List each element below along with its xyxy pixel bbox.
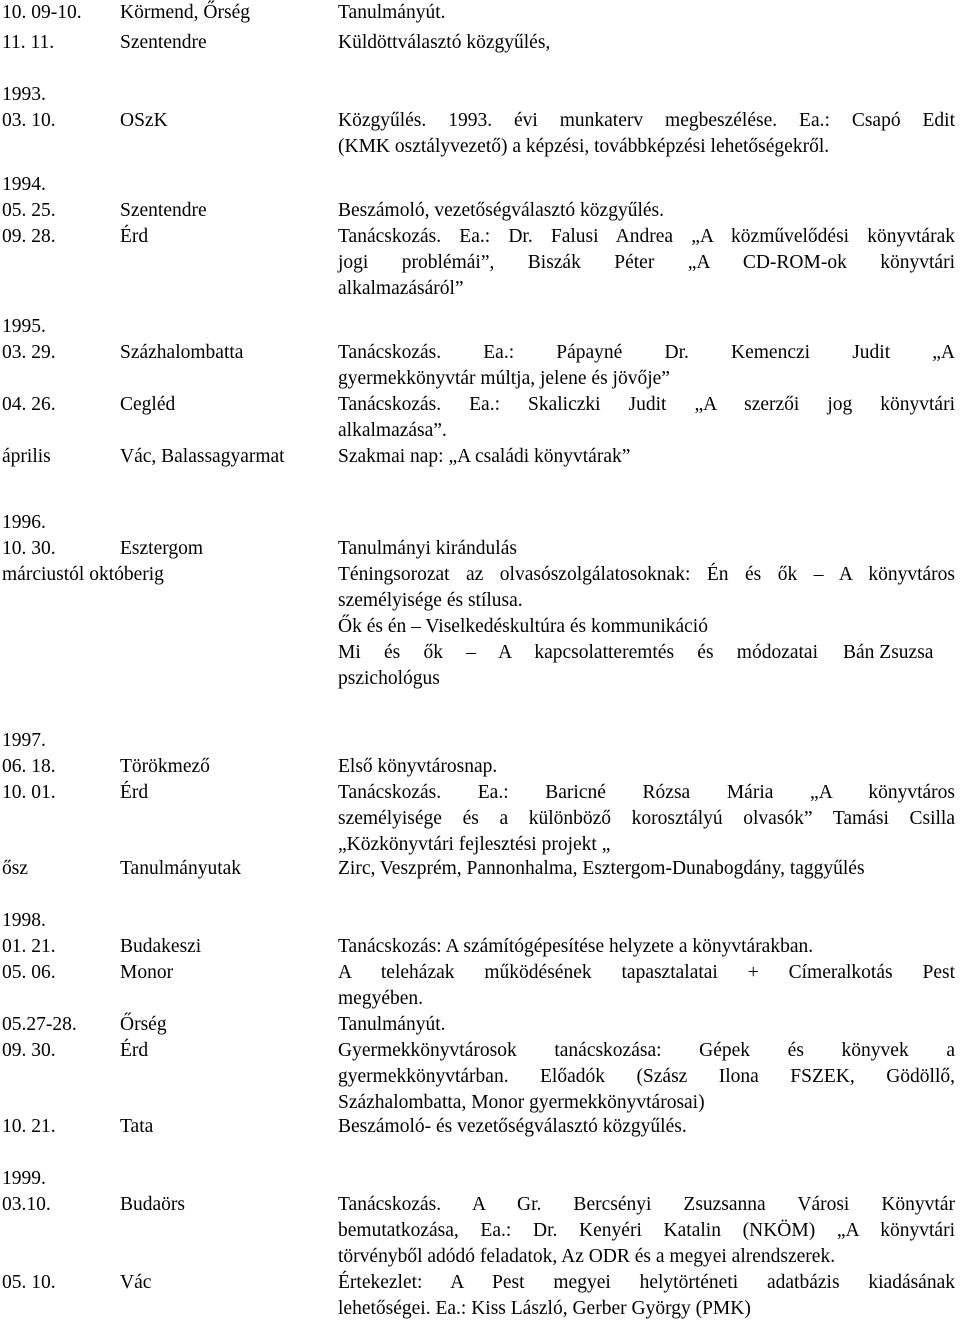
event-description: Szakmai nap: „A családi könyvtárak” xyxy=(338,446,631,467)
event-description: Tanulmányút. xyxy=(338,1014,446,1035)
event-date: ősz xyxy=(2,858,28,879)
event-place: OSzK xyxy=(120,110,168,131)
event-date: 10. 30. xyxy=(2,538,56,559)
event-description: gyermekkönyvtár múltja, jelene és jövője” xyxy=(338,368,670,389)
event-date: 03. 10. xyxy=(2,110,56,131)
event-date: 05. 25. xyxy=(2,200,56,221)
event-description: Beszámoló, vezetőségválasztó közgyűlés. xyxy=(338,200,664,221)
event-place: Esztergom xyxy=(120,538,204,559)
event-date: 10. 21. xyxy=(2,1116,56,1137)
event-description: bemutatkozása, Ea.: Dr. Kenyéri Katalin (NKÖM) „A könyvtári xyxy=(338,1220,955,1241)
event-description: Tanácskozás. Ea.: Dr. Falusi Andrea „A közművelődési könyvtárak xyxy=(338,226,955,247)
event-description: Értekezlet: A Pest megyei helytörténeti adatbázis kiadásának xyxy=(338,1272,955,1293)
event-place: Budaörs xyxy=(120,1194,185,1215)
event-place: Őrség xyxy=(120,1014,167,1035)
year-heading: 1993. xyxy=(2,84,46,105)
event-description: jogi problémái”, Biszák Péter „A CD-ROM-ok könyvtári xyxy=(338,252,955,273)
event-description: Tanulmányi kirándulás xyxy=(338,538,517,559)
year-heading: 1996. xyxy=(2,512,46,533)
year-heading: 1994. xyxy=(2,174,46,195)
event-place: Tanulmányutak xyxy=(120,858,242,879)
event-description: „Közkönyvtári fejlesztési projekt „ xyxy=(338,834,611,855)
event-date: 05.27-28. xyxy=(2,1014,77,1035)
event-place: Törökmező xyxy=(120,756,210,777)
event-description: Tanácskozás: A számítógépesítése helyzete a könyvtárakban. xyxy=(338,936,814,957)
event-description: Tanácskozás. Ea.: Skaliczki Judit „A szerzői jog könyvtári xyxy=(338,394,955,415)
event-place: Tata xyxy=(120,1116,154,1137)
event-place: Százhalombatta xyxy=(120,342,244,363)
event-date: 10. 09-10. xyxy=(2,2,82,23)
event-date: 09. 28. xyxy=(2,226,56,247)
event-date: április xyxy=(2,446,51,467)
event-description: Ők és én – Viselkedéskultúra és kommunikáció xyxy=(338,616,708,637)
event-description: pszichológus xyxy=(338,668,440,689)
event-description: alkalmazásáról” xyxy=(338,278,464,299)
event-place: Vác xyxy=(120,1272,152,1293)
event-date: 03.10. xyxy=(2,1194,51,1215)
event-description: gyermekkönyvtárban. Előadók (Szász Ilona FSZEK, Gödöllő, xyxy=(338,1066,955,1087)
event-place: Érd xyxy=(120,226,149,247)
event-description: megyében. xyxy=(338,988,424,1009)
event-description: Közgyűlés. 1993. évi munkaterv megbeszélése. Ea.: Csapó Edit xyxy=(338,110,955,131)
event-place: Körmend, Őrség xyxy=(120,2,250,23)
year-heading: 1999. xyxy=(2,1168,46,1189)
event-description: személyisége és stílusa. xyxy=(338,590,523,611)
event-description: Mi és ők – A kapcsolatteremtés és módozatai xyxy=(338,642,818,663)
event-date: 03. 29. xyxy=(2,342,56,363)
event-date: 06. 18. xyxy=(2,756,56,777)
year-heading: 1998. xyxy=(2,910,46,931)
event-place: Cegléd xyxy=(120,394,176,415)
event-place: Budakeszi xyxy=(120,936,202,957)
year-heading: 1997. xyxy=(2,730,46,751)
event-place: Érd xyxy=(120,782,149,803)
event-date: márciustól októberig xyxy=(2,564,164,585)
year-heading: 1995. xyxy=(2,316,46,337)
event-description: törvényből adódó feladatok, Az ODR és a megyei alrendszerek. xyxy=(338,1246,836,1267)
event-description: Küldöttválasztó közgyűlés, xyxy=(338,32,551,53)
event-place: Szentendre xyxy=(120,32,207,53)
event-date: 09. 30. xyxy=(2,1040,56,1061)
event-description: (KMK osztályvezető) a képzési, továbbképzési lehetőségekről. xyxy=(338,136,830,157)
event-date: 10. 01. xyxy=(2,782,56,803)
event-place: Szentendre xyxy=(120,200,207,221)
event-place: Monor xyxy=(120,962,174,983)
event-description: A teleházak működésének tapasztalatai + Címeralkotás Pest xyxy=(338,962,955,983)
event-date: 05. 06. xyxy=(2,962,56,983)
event-description: Téningsorozat az olvasószolgálatosoknak: Én és ők – A könyvtáros xyxy=(338,564,955,585)
event-description: lehetőségei. Ea.: Kiss László, Gerber György (PMK) xyxy=(338,1298,751,1319)
event-description: Gyermekkönyvtárosok tanácskozása: Gépek és könyvek a xyxy=(338,1040,955,1061)
event-date: 11. 11. xyxy=(2,32,55,53)
event-description: alkalmazása”. xyxy=(338,420,447,441)
event-description: Bán Zsuzsa xyxy=(843,642,934,663)
event-description: Tanulmányút. xyxy=(338,2,446,23)
event-description: Tanácskozás. A Gr. Bercsényi Zsuzsanna Városi Könyvtár xyxy=(338,1194,955,1215)
event-date: 04. 26. xyxy=(2,394,56,415)
event-description: Első könyvtárosnap. xyxy=(338,756,498,777)
event-description: Százhalombatta, Monor gyermekkönyvtárosai) xyxy=(338,1092,705,1113)
event-description: Tanácskozás. Ea.: Pápayné Dr. Kemenczi Judit „A xyxy=(338,342,955,363)
event-description: Tanácskozás. Ea.: Baricné Rózsa Mária „A könyvtáros xyxy=(338,782,955,803)
event-date: 05. 10. xyxy=(2,1272,56,1293)
event-date: 01. 21. xyxy=(2,936,56,957)
event-place: Érd xyxy=(120,1040,149,1061)
event-description: Zirc, Veszprém, Pannonhalma, Esztergom-Dunabogdány, taggyűlés xyxy=(338,858,865,879)
event-place: Vác, Balassagyarmat xyxy=(120,446,285,467)
event-description: Beszámoló- és vezetőségválasztó közgyűlés. xyxy=(338,1116,687,1137)
event-description: személyisége és a különböző korosztályú olvasók” Tamási Csilla xyxy=(338,808,955,829)
